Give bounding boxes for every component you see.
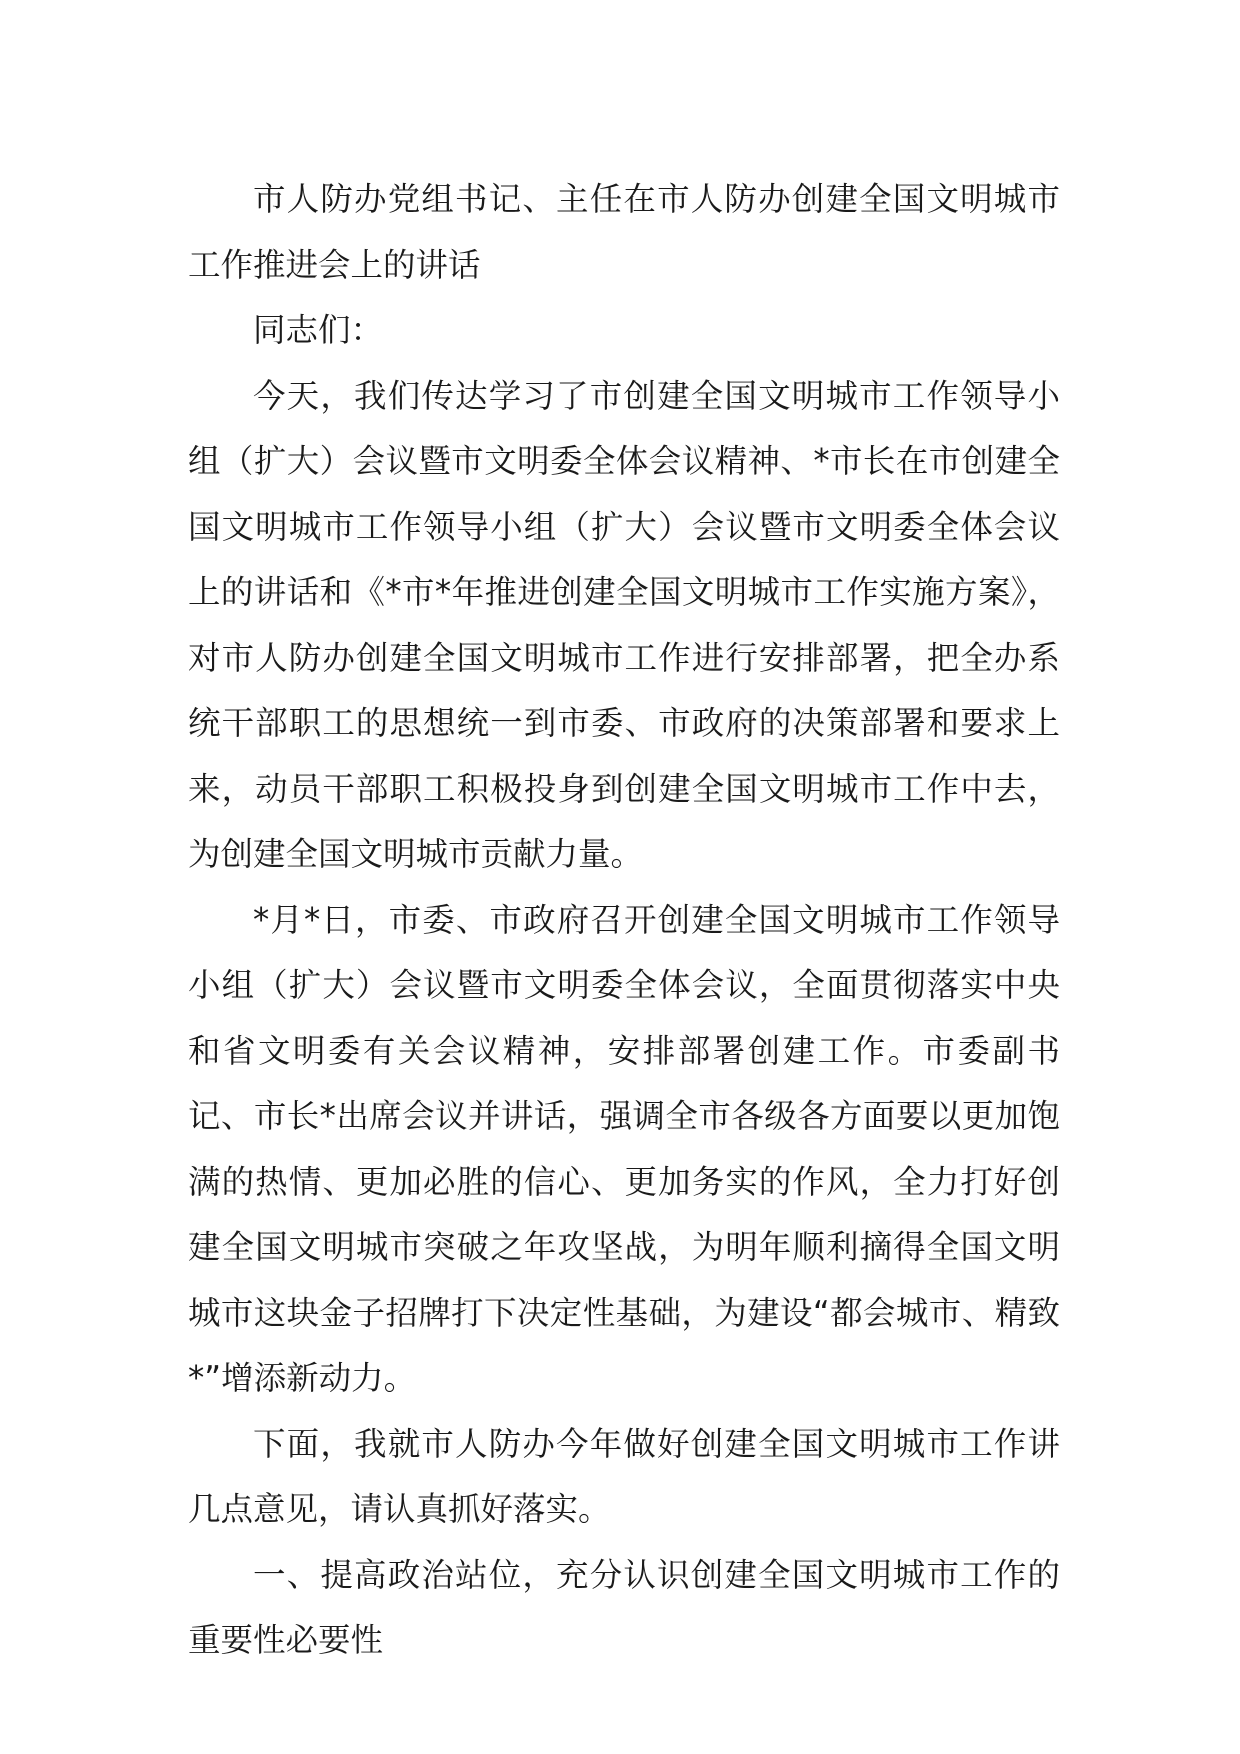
document-title: 市人防办党组书记、主任在市人防办创建全国文明城市工作推进会上的讲话 bbox=[188, 180, 1060, 284]
section-heading: 一、提高政治站位，充分认识创建全国文明城市工作的重要性必要性 bbox=[188, 1555, 1060, 1659]
salutation: 同志们： bbox=[253, 311, 384, 349]
document-body bbox=[188, 167, 1060, 1674]
paragraph-opinions: 下面，我就市人防办今年做好创建全国文明城市工作讲几点意见，请认真抓好落实。 bbox=[188, 1424, 1060, 1528]
paragraph-intro: 今天，我们传达学习了市创建全国文明城市工作领导小组（扩大）会议暨市文明委全体会议精神、*市长在市创建全国文明城市工作领导小组（扩大）会议暨市文明委全体会议上的讲话和《*市*年推进创建全国文明城市工作实施方案》，对市人防办创建全国文明城市工作进行安排部署，把全办系统干部职工的思想统一到市委、市政府的决策部署和要求上来，动员干部职工积极投身到创建全国文明城市工作中去，为创建全国文明城市贡献力量。 bbox=[188, 376, 1060, 873]
paragraph-meeting: *月*日，市委、市政府召开创建全国文明城市工作领导小组（扩大）会议暨市文明委全体会议，全面贯彻落实中央和省文明委有关会议精神，安排部署创建工作。市委副书记、市长*出席会议并讲话，强调全市各级各方面要以更加饱满的热情、更加必胜的信心、更加务实的作风，全力打好创建全国文明城市突破之年攻坚战，为明年顺利摘得全国文明城市这块金子招牌打下决定性基础，为建设“都会城市、精致*”增添新动力。 bbox=[188, 900, 1060, 1397]
